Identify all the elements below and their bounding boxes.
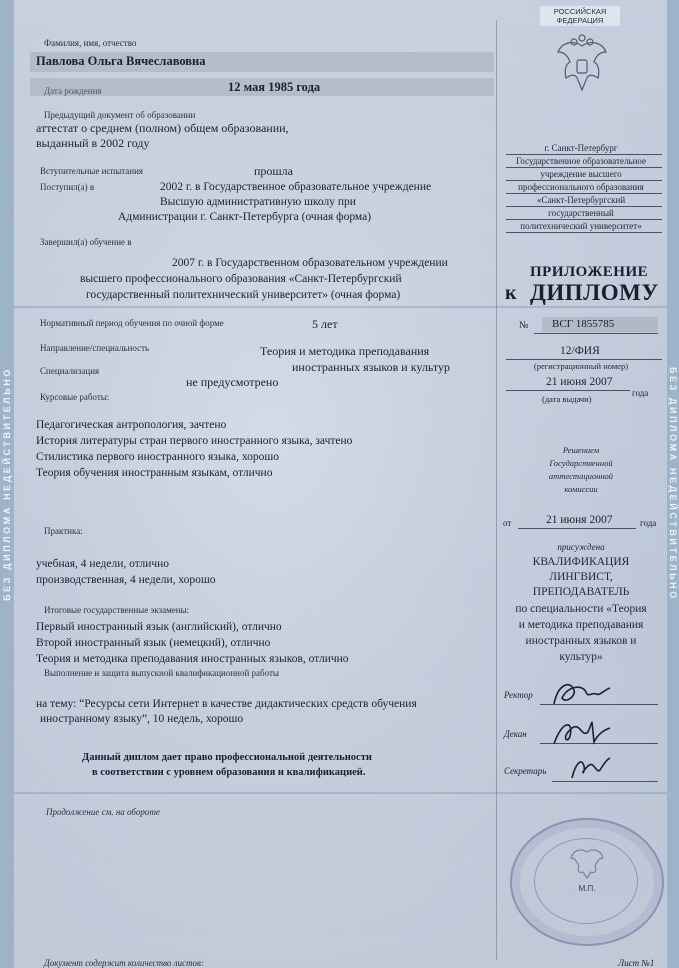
rector-label: Ректор — [504, 690, 533, 700]
decision-line: Решением — [562, 445, 600, 455]
completed-line1: 2007 г. в Государственном образовательном учреждении — [172, 257, 448, 269]
rule — [506, 390, 630, 391]
decision-line: Государственной — [549, 458, 613, 468]
specialty-line: культур» — [559, 651, 603, 663]
institution-line: государственный — [548, 208, 614, 218]
rule — [506, 180, 662, 181]
institution-line: политехнический университет» — [520, 221, 642, 231]
decision-line: комиссии — [564, 484, 598, 494]
spec-label: Специализация — [40, 366, 100, 376]
fold-line — [14, 792, 667, 794]
rule — [506, 206, 662, 207]
practice-label: Практика: — [44, 526, 83, 536]
completed-line2: высшего профессионального образования «Санкт-Петербургский — [80, 273, 402, 285]
specialty-line: по специальности «Теория — [515, 603, 647, 615]
admitted-label: Поступил(а) в — [40, 182, 95, 192]
issue-suffix: года — [632, 388, 649, 398]
institution-line: учреждение высшего — [540, 169, 622, 179]
qualification-line: ЛИНГВИСТ, — [549, 571, 613, 583]
specialty-line: иностранных языков и — [525, 635, 637, 647]
course-item: История литературы стран первого иностранного языка, зачтено — [36, 435, 353, 447]
institution-line: профессионального образования — [518, 182, 644, 192]
country-label: РОССИЙСКАЯ ФЕДЕРАЦИЯ — [540, 6, 620, 26]
completed-line3: государственный политехнический университет» (очная форма) — [86, 289, 401, 301]
continue-note: Продолжение см. на обороте — [46, 807, 160, 817]
completed-label: Завершил(а) обучение в — [40, 237, 132, 247]
practice-item: учебная, 4 недели, отлично — [36, 558, 170, 570]
rule — [506, 193, 662, 194]
exams-label: Итоговые государственные экзамены: — [44, 605, 190, 615]
period-value: 5 лет — [312, 317, 338, 331]
secretary-label: Секретарь — [504, 766, 547, 776]
city: г. Санкт-Петербург — [544, 143, 618, 153]
rule — [506, 219, 662, 220]
title-diploma: ДИПЛОМУ — [530, 280, 659, 305]
right-vertical-text: БЕЗ ДИПЛОМА НЕДЕЙСТВИТЕЛЬНО — [668, 367, 678, 601]
reg-label: (регистрационный номер) — [533, 361, 629, 371]
stamp-label: М.П. — [578, 884, 596, 893]
thesis-line2: иностранному языку”, 10 недель, хорошо — [40, 713, 244, 725]
institution-line: Государственное образовательное — [515, 156, 647, 166]
official-stamp — [510, 818, 664, 946]
thesis-label: Выполнение и защита выпускной квалификационной работы — [44, 668, 279, 678]
direction-line1: Теория и методика преподавания — [260, 344, 430, 358]
rule — [506, 154, 662, 155]
admitted-line1: 2002 г. в Государственное образовательное учреждение — [160, 181, 432, 193]
reg-number: 12/ФИЯ — [560, 345, 600, 357]
secretary-signature-icon — [566, 752, 616, 784]
stamp-emblem-icon — [567, 846, 607, 880]
exam-item: Теория и методика преподавания иностранных языков, отлично — [36, 653, 349, 665]
spec-value: не предусмотрено — [186, 375, 279, 389]
entrance-label: Вступительные испытания — [40, 166, 144, 176]
from-label: от — [503, 518, 512, 528]
specialty-line: и методика преподавания — [518, 619, 644, 631]
admitted-line3: Администрации г. Санкт-Петербурга (очная форма) — [118, 211, 372, 223]
qualification-line: КВАЛИФИКАЦИЯ — [532, 556, 630, 568]
practice-item: производственная, 4 недели, хорошо — [36, 574, 216, 586]
bottom-note: Документ содержит количество листов: — [44, 958, 204, 968]
coat-of-arms-icon — [554, 34, 610, 96]
exam-item: Первый иностранный язык (английский), отлично — [36, 621, 282, 633]
dean-label: Декан — [504, 729, 527, 739]
rule — [518, 528, 636, 529]
from-suffix: года — [640, 518, 657, 528]
issue-date: 21 июня 2007 — [546, 376, 613, 388]
period-label: Нормативный период обучения по очной форме — [40, 318, 224, 328]
title-to: к — [505, 282, 517, 304]
prev-doc-label: Предыдущий документ об образовании — [44, 110, 196, 120]
admitted-line2: Высшую административную школу при — [160, 196, 356, 208]
direction-label: Направление/специальность — [40, 343, 150, 353]
decision-line: аттестационной — [548, 471, 614, 481]
dean-signature-icon — [548, 716, 618, 750]
name-label: Фамилия, имя, отчество — [44, 38, 137, 48]
course-label: Курсовые работы: — [40, 392, 110, 402]
course-item: Теория обучения иностранным языкам, отлично — [36, 467, 273, 479]
qualification-line: ПРЕПОДАВАТЕЛЬ — [532, 586, 630, 598]
rector-signature-icon — [548, 678, 618, 710]
awarded: присуждена — [557, 542, 605, 552]
title-appendix: ПРИЛОЖЕНИЕ — [530, 264, 649, 280]
rights-line1: Данный диплом дает право профессиональной деятельности — [82, 752, 372, 763]
thesis-line1: на тему: “Ресурсы сети Интернет в качестве дидактических средств обучения — [36, 698, 417, 710]
rule — [534, 333, 658, 334]
from-date: 21 июня 2007 — [546, 514, 613, 526]
prev-doc-line2: выданный в 2002 году — [36, 136, 150, 150]
exam-item: Второй иностранный язык (немецкий), отлично — [36, 637, 271, 649]
rule — [506, 167, 662, 168]
fold-line — [14, 306, 667, 308]
course-item: Педагогическая антропология, зачтено — [36, 419, 227, 431]
number-value: ВСГ 1855785 — [552, 318, 615, 330]
dob-label: Дата рождения — [44, 86, 102, 96]
course-item: Стилистика первого иностранного языка, хорошо — [36, 451, 280, 463]
sheet-label: Лист №1 — [618, 958, 655, 968]
number-label: № — [519, 320, 529, 331]
issue-label: (дата выдачи) — [542, 394, 592, 404]
dob-value: 12 мая 1985 года — [228, 80, 321, 94]
prev-doc-line1: аттестат о среднем (полном) общем образовании, — [36, 121, 289, 135]
entrance-value: прошла — [254, 164, 293, 178]
direction-line2: иностранных языков и культур — [292, 360, 450, 374]
name-value: Павлова Ольга Вячеславовна — [36, 54, 206, 68]
rule — [506, 232, 662, 233]
left-vertical-text: БЕЗ ДИПЛОМА НЕДЕЙСТВИТЕЛЬНО — [2, 367, 12, 601]
institution-line: «Санкт-Петербургский — [536, 195, 626, 205]
rights-line2: в соответствии с уровнем образования и квалификацией. — [92, 767, 366, 778]
